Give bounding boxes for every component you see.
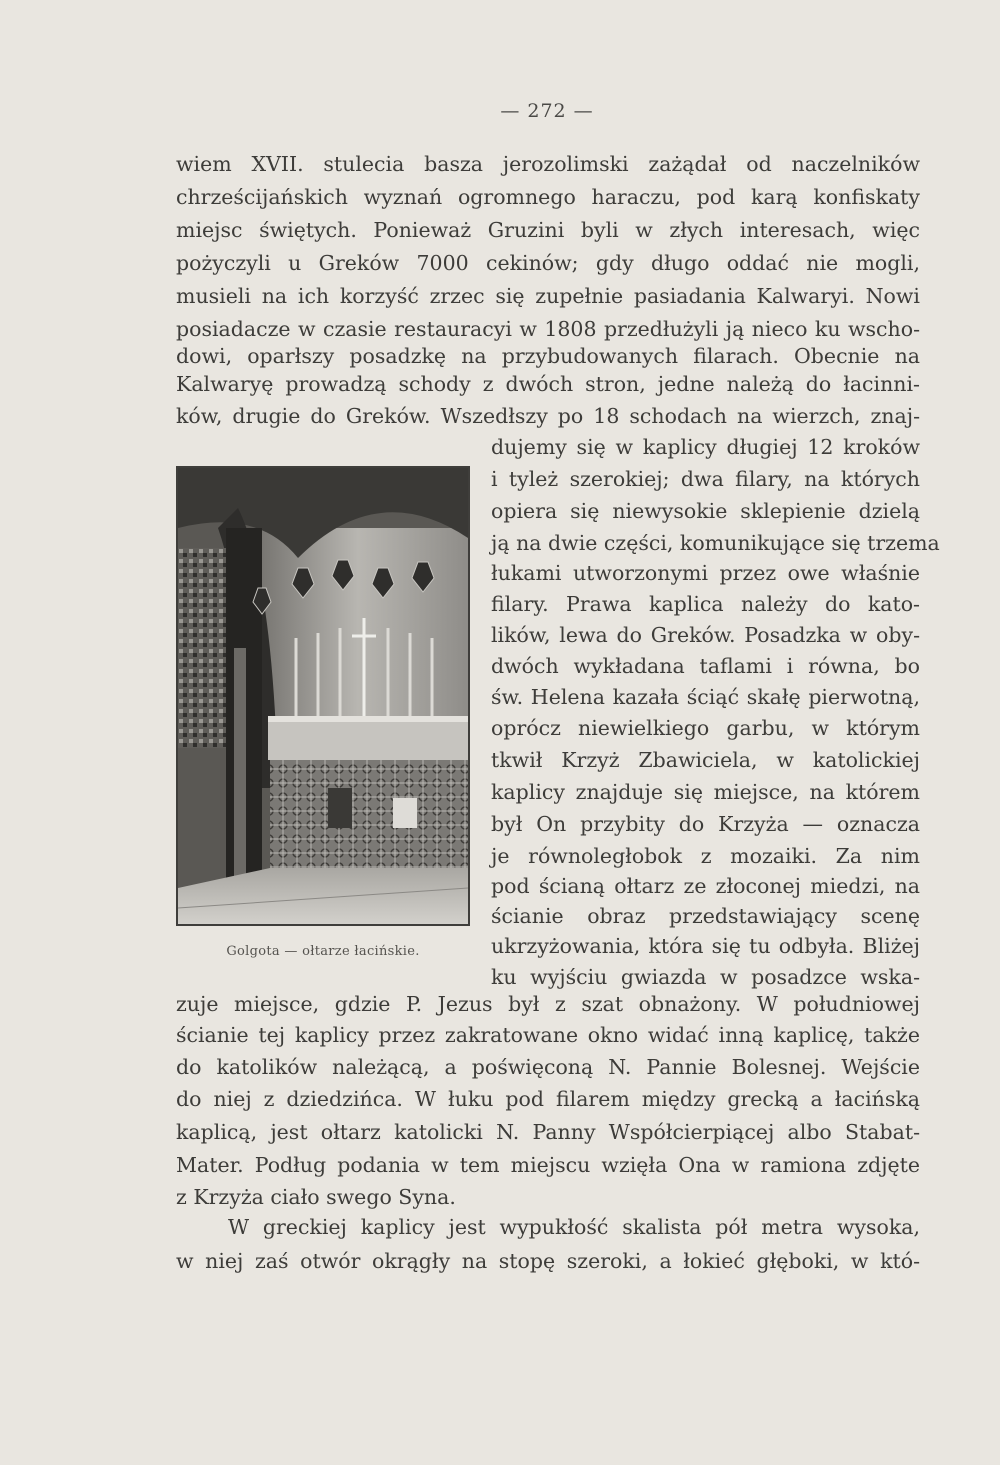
text-line: do niej z dziedzińca. W łuku pod filarem między grecką a łacińską [176, 1087, 920, 1111]
text-line: z Krzyża ciało swego Syna. [176, 1185, 456, 1209]
text-line: dowi, oparłszy posadzkę na przybudowanych filarach. Obecnie na [176, 344, 920, 368]
text-line: i tyleż szerokiej; dwa filary, na których [491, 467, 920, 491]
text-line: wiem XVII. stulecia basza jerozolimski zażądał od naczelników [176, 152, 920, 176]
text-line: Mater. Podług podania w tem miejscu wzięła Ona w ramiona zdjęte [176, 1153, 920, 1177]
figure-caption: Golgota — ołtarze łacińskie. [226, 944, 420, 959]
text-line: kaplicy znajduje się miejsce, na którem [491, 780, 920, 804]
text-line: oprócz niewielkiego garbu, w którym [491, 716, 920, 740]
text-line: je równoległobok z mozaiki. Za nim [491, 844, 920, 868]
text-line: ją na dwie części, komunikujące się trzema [491, 531, 940, 555]
text-line: pożyczyli u Greków 7000 cekinów; gdy długo oddać nie mogli, [176, 251, 920, 275]
text-line: ku wyjściu gwiazda w posadzce wska- [491, 965, 920, 989]
text-line: pod ścianą ołtarz ze złoconej miedzi, na [491, 874, 920, 898]
text-line: tkwił Krzyż Zbawiciela, w katolickiej [491, 748, 920, 772]
text-line: miejsc świętych. Ponieważ Gruzini byli w złych interesach, więc [176, 218, 920, 242]
text-line: dwóch wykładana taflami i równa, bo [491, 654, 920, 678]
text-line: chrześcijańskich wyznań ogromnego haraczu, pod karą konfiskaty [176, 185, 920, 209]
text-line: ukrzyżowania, która się tu odbyła. Bliżej [491, 934, 920, 958]
altar-illustration [178, 468, 468, 924]
text-line: do katolików należącą, a poświęconą N. Pannie Bolesnej. Wejście [176, 1055, 920, 1079]
text-line: opiera się niewysokie sklepienie dzielą [491, 499, 920, 523]
text-line: lików, lewa do Greków. Posadzka w oby- [491, 623, 920, 647]
text-line: ścianie obraz przedstawiający scenę [491, 904, 920, 928]
text-line: W greckiej kaplicy jest wypukłość skalista pół metra wysoka, [228, 1215, 920, 1239]
page-number: — 272 — [500, 100, 594, 122]
text-line: w niej zaś otwór okrągły na stopę szeroki, a łokieć głęboki, w któ- [176, 1249, 920, 1273]
text-line: kaplicą, jest ołtarz katolicki N. Panny Współcierpiącej albo Stabat- [176, 1120, 920, 1144]
text-line: św. Helena kazała ściąć skałę pierwotną, [491, 685, 920, 709]
text-line: filary. Prawa kaplica należy do kato- [491, 592, 920, 616]
text-line: był On przybity do Krzyża — oznacza [491, 812, 920, 836]
text-line: Kalwaryę prowadzą schody z dwóch stron, jedne należą do łacinni- [176, 372, 920, 396]
text-line: musieli na ich korzyść zrzec się zupełnie pasiadania Kalwaryi. Nowi [176, 284, 920, 308]
text-line: ków, drugie do Greków. Wszedłszy po 18 schodach na wierzch, znaj- [176, 404, 920, 428]
text-line: łukami utworzonymi przez owe właśnie [491, 561, 920, 585]
golgota-photo [176, 466, 470, 926]
text-line: ścianie tej kaplicy przez zakratowane okno widać inną kaplicę, także [176, 1023, 920, 1047]
text-line: zuje miejsce, gdzie P. Jezus był z szat obnażony. W południowej [176, 992, 920, 1016]
text-line: dujemy się w kaplicy długiej 12 kroków [491, 435, 920, 459]
text-line: posiadacze w czasie restauracyi w 1808 przedłużyli ją nieco ku wscho- [176, 317, 920, 341]
